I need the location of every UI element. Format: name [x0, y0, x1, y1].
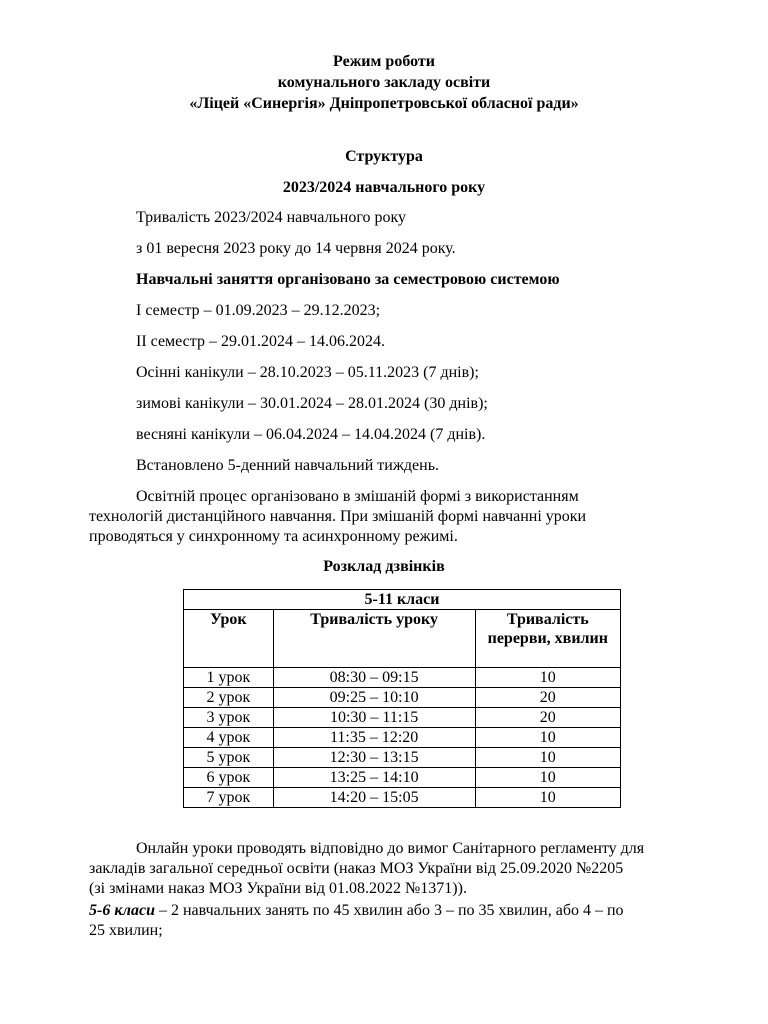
- duration-line-2: з 01 вересня 2023 року до 14 червня 2024 року.: [136, 240, 456, 257]
- time-cell: 09:25 – 10:10: [273, 688, 475, 708]
- grades-line: [89, 902, 624, 920]
- table-row: [184, 748, 621, 768]
- week-info: Встановлено 5-денний навчальний тиждень.: [136, 457, 440, 474]
- time-cell: 08:30 – 09:15: [273, 668, 475, 688]
- autumn-holidays: Осінні канікули – 28.10.2023 – 05.11.2023 (7 днів);: [136, 364, 479, 381]
- time-cell: 12:30 – 13:15: [273, 748, 475, 768]
- header-line-3: «Ліцей «Синергія» Дніпропетровської обласної ради»: [189, 95, 579, 112]
- grades-text: – 2 навчальних занять по 45 хвилин або 3 – по 35 хвилин, або 4 – по: [154, 902, 624, 919]
- col-lesson-header: Урок: [184, 610, 274, 668]
- break-cell: 20: [475, 688, 620, 708]
- break-cell: 10: [475, 748, 620, 768]
- time-cell: 11:35 – 12:20: [273, 728, 475, 748]
- lesson-cell: 5 урок: [184, 748, 274, 768]
- table-row: [184, 708, 621, 728]
- table-row: [184, 788, 621, 808]
- table-row: [184, 688, 621, 708]
- grades-line-2: 25 хвилин;: [89, 922, 163, 939]
- lesson-cell: 3 урок: [184, 708, 274, 728]
- header-line-1: Режим роботи: [333, 53, 435, 70]
- time-cell: 14:20 – 15:05: [273, 788, 475, 808]
- break-cell: 10: [475, 728, 620, 748]
- header-line-2: комунального закладу освіти: [277, 74, 491, 91]
- table-row: [184, 728, 621, 748]
- group-header: 5-11 класи: [184, 590, 621, 610]
- duration-line-1: Тривалість 2023/2024 навчального року: [136, 209, 407, 226]
- online-line-3: (зі змінами наказ МОЗ України від 01.08.2022 №1371)).: [89, 880, 467, 897]
- lesson-cell: 4 урок: [184, 728, 274, 748]
- bell-schedule-table: [183, 589, 621, 808]
- semester-2: ІІ семестр – 29.01.2024 – 14.06.2024.: [136, 333, 385, 350]
- break-cell: 10: [475, 768, 620, 788]
- process-line-3: проводяться у синхронному та асинхронному режимі.: [89, 528, 458, 545]
- schedule-title: Розклад дзвінків: [323, 558, 445, 575]
- time-cell: 13:25 – 14:10: [273, 768, 475, 788]
- process-line-2: технологій дистанційного навчання. При змішаній формі навчанні уроки: [89, 508, 587, 525]
- grades-label: 5-6 класи: [89, 902, 155, 919]
- lesson-cell: 6 урок: [184, 768, 274, 788]
- online-line-1: Онлайн уроки проводять відповідно до вимог Санітарного регламенту для: [136, 840, 645, 857]
- structure-year: 2023/2024 навчального року: [282, 179, 486, 196]
- break-cell: 10: [475, 788, 620, 808]
- spring-holidays: весняні канікули – 06.04.2024 – 14.04.2024 (7 днів).: [136, 426, 486, 443]
- table-row: [184, 668, 621, 688]
- table-column-header-row: [184, 610, 621, 668]
- col-duration-header: Тривалість уроку: [273, 610, 475, 668]
- time-cell: 10:30 – 11:15: [273, 708, 475, 728]
- winter-holidays: зимові канікули – 30.01.2024 – 28.01.2024 (30 днів);: [136, 395, 488, 412]
- table-row: [184, 768, 621, 788]
- col-break-header: Тривалість перерви, хвилин: [475, 610, 620, 668]
- break-cell: 20: [475, 708, 620, 728]
- semester-1: І семестр – 01.09.2023 – 29.12.2023;: [136, 302, 381, 319]
- lesson-cell: 2 урок: [184, 688, 274, 708]
- structure-title: Структура: [345, 148, 423, 165]
- online-line-2: закладів загальної середньої освіти (наказ МОЗ України від 25.09.2020 №2205: [89, 860, 624, 877]
- table-group-header-row: [184, 590, 621, 610]
- break-cell: 10: [475, 668, 620, 688]
- lesson-cell: 1 урок: [184, 668, 274, 688]
- semester-system: Навчальні заняття організовано за семестровою системою: [136, 271, 560, 288]
- process-line-1: Освітній процес організовано в змішаній формі з використанням: [136, 488, 579, 505]
- lesson-cell: 7 урок: [184, 788, 274, 808]
